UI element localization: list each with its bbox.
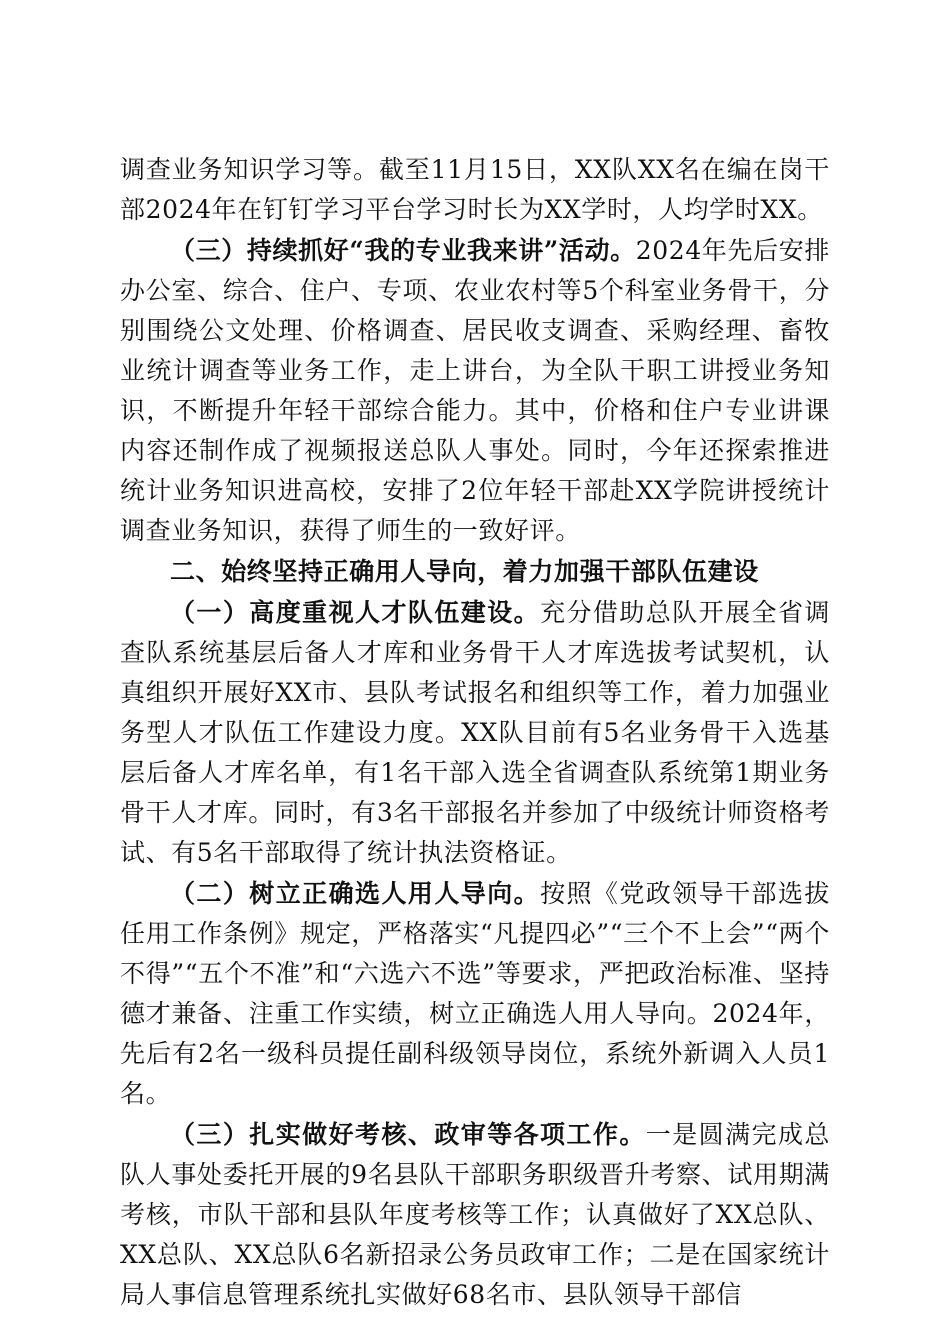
paragraph-text: 充分借助总队开展全省调查队系统基层后备人才库和业务骨干人才库选拔考试契机，认真组织开展好XX市、县队考试报名和组织等工作，着力加强业务型人才队伍工作建设力度。XX队目前有5名业务骨干入选基层后备人才库名单，有1名干部入选全省调查队系统第1期业务骨干人才库。同时，有3名干部报名并参加了中级统计师资格考试、有5名干部取得了统计执法资格证。 bbox=[120, 598, 830, 867]
section-heading: 二、始终坚持正确用人导向，着力加强干部队伍建设 bbox=[170, 557, 759, 586]
paragraph-text: 2024年先后安排办公室、综合、住户、专项、农业农村等5个科室业务骨干，分别围绕公文处理、价格调查、居民收支调查、采购经理、畜牧业统计调查等业务工作，走上讲台，为全队干职工讲授业务知识，不断提升年轻干部综合能力。其中，价格和住户专业讲课内容还制作成了视频报送总队人事处。同时，今年还探索推进统计业务知识进高校，安排了2位年轻干部赴XX学院讲授统计调查业务知识，获得了师生的一致好评。 bbox=[120, 236, 830, 545]
paragraph-assessment-review bbox=[120, 1115, 830, 1315]
document-body bbox=[120, 150, 830, 1316]
paragraph-text: 一是圆满完成总队人事处委托开展的9名县队干部职务职级晋升考察、试用期满考核，市队干部和县队年度考核等工作；认真做好了XX总队、XX总队、XX总队6名新招录公务员政审工作；二是在国家统计局人事信息管理系统扎实做好68名市、县队领导干部信 bbox=[120, 1120, 830, 1309]
paragraph-text: 调查业务知识学习等。截至11月15日，XX队XX名在编在岗干部2024年在钉钉学习平台学习时长为XX学时，人均学时XX。 bbox=[120, 155, 830, 224]
paragraph-study-hours bbox=[120, 150, 830, 230]
paragraph-text: 按照《党政领导干部选拔任用工作条例》规定，严格落实“凡提四必”“三个不上会”“两个不得”“五个不准”和“六选六不选”等要求，严把政治标准、坚持德才兼备、注重工作实绩，树立正确选人用人导向。2024年，先后有2名一级科员提任副科级领导岗位，系统外新调入人员1名。 bbox=[120, 879, 830, 1108]
paragraph-talent-team bbox=[120, 593, 830, 873]
paragraph-lead: （二）树立正确选人用人导向。 bbox=[170, 879, 541, 908]
paragraph-lead: （三）扎实做好考核、政审等各项工作。 bbox=[170, 1120, 646, 1149]
paragraph-selection-guidance bbox=[120, 874, 830, 1114]
paragraph-lead: （三）持续抓好“我的专业我来讲”活动。 bbox=[170, 236, 636, 265]
paragraph-lead: （一）高度重视人才队伍建设。 bbox=[170, 598, 541, 627]
paragraph-my-major-lecture bbox=[120, 231, 830, 551]
